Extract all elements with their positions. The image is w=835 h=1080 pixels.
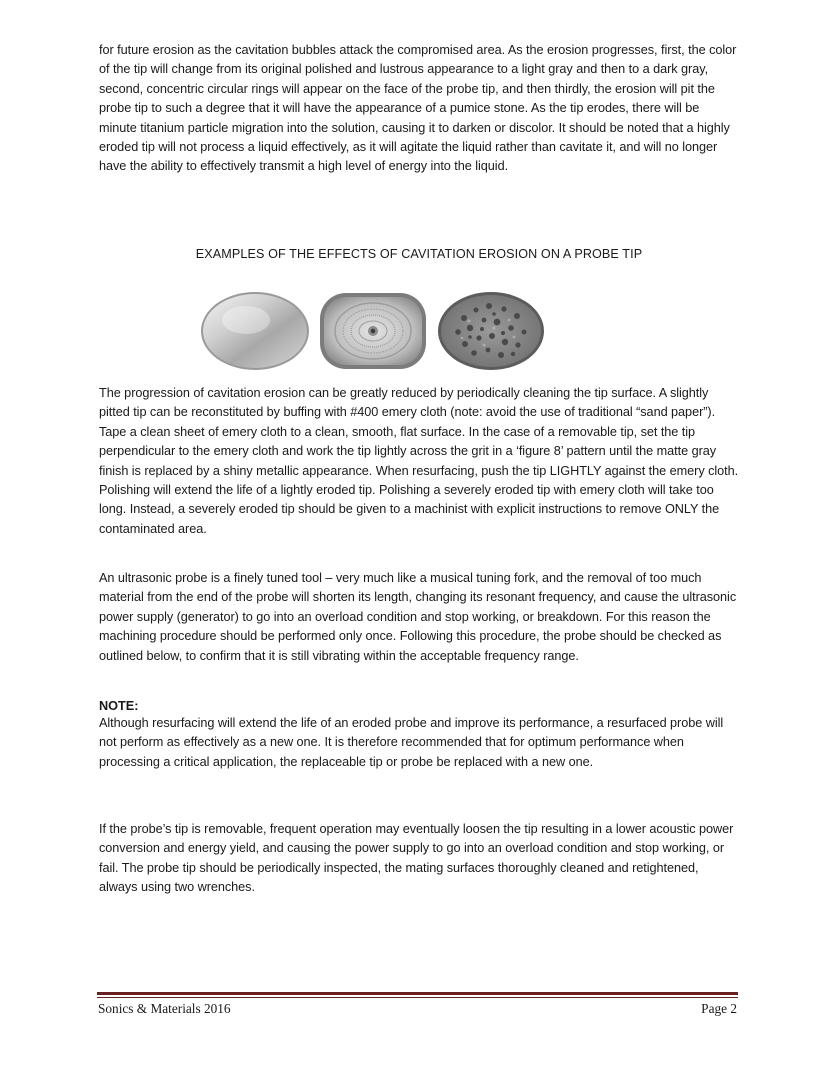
footer-rule-thick: [97, 992, 738, 995]
pitted-tip-image: [434, 290, 548, 372]
footer-company: Sonics & Materials 2016: [98, 1001, 231, 1016]
paragraph-removable-tip: If the probe’s tip is removable, frequent operation may eventually loosen the tip resulting in a lower acoustic power conversion and energy yield, and causing the power supply to go into an overload condition and stop working, or fail. The probe tip should be periodically inspected, the mating surfaces thoroughly cleaned and retightened, always using two wrenches.: [99, 822, 734, 895]
paragraph-tuning: An ultrasonic probe is a finely tuned tool – very much like a musical tuning fork, and the removal of too much material from the end of the probe will shorten its length, changing its resonant frequency, and cause the ultrasonic power supply (generator) to go into an overload condition and stop working, or breakdown. For this reason the machining procedure should be performed only once. Following this procedure, the probe should be checked as outlined below, to confirm that it is still vibrating within the acceptable frequency range.: [99, 571, 737, 663]
paragraph-erosion-progression: for future erosion as the cavitation bubbles attack the compromised area. As the erosion progresses, first, the color of the tip will change from its original polished and lustrous appearance to a light gray and then to a dark gray, second, concentric circular rings will appear on the face of the probe tip, and then thirdly, the erosion will pit the probe tip to such a degree that it will have the appearance of a pumice stone. As the tip erodes, there will be minute titanium particle migration into the solution, causing it to darken or discolor. It should be noted that a highly eroded tip will not process a liquid effectively, as it will agitate the liquid rather than cavitate it, and will no longer have the ability to effectively transmit a high level of energy into the liquid.: [99, 43, 737, 174]
paragraph-cleaning: The progression of cavitation erosion can be greatly reduced by periodically cleaning the tip surface. A slightly pitted tip can be reconstituted by buffing with #400 emery cloth (note: avoid the use of traditional “sand paper”). Tape a clean sheet of emery cloth to a clean, smooth, flat surface. In the case of a removable tip, set the tip perpendicular to the emery cloth and work the tip lightly across the grit in a ‘figure 8’ pattern until the matte gray finish is replaced by a shiny metallic appearance. When resurfacing, push the tip LIGHTLY against the emery cloth. Polishing will extend the life of a lightly eroded tip. Polishing a severely eroded tip with emery cloth will take too long. Instead, a severely eroded tip should be given to a machinist with explicit instructions to remove ONLY the contaminated area.: [99, 386, 739, 536]
probe-tip-figure: [198, 290, 553, 372]
ringed-tip-image: [316, 290, 430, 372]
polished-tip-image: [198, 290, 312, 372]
footer-rule-thin: [97, 997, 738, 998]
figure-heading: EXAMPLES OF THE EFFECTS OF CAVITATION EROSION ON A PROBE TIP: [195, 247, 643, 261]
paragraph-note: Although resurfacing will extend the life of an eroded probe and improve its performance, a resurfaced probe will not perform as effectively as a new one. It is therefore recommended that for optimum performance when processing a critical application, the replaceable tip or probe be replaced with a new one.: [99, 716, 724, 769]
note-label: NOTE:: [99, 699, 139, 713]
page-number: Page 2: [701, 1001, 737, 1016]
